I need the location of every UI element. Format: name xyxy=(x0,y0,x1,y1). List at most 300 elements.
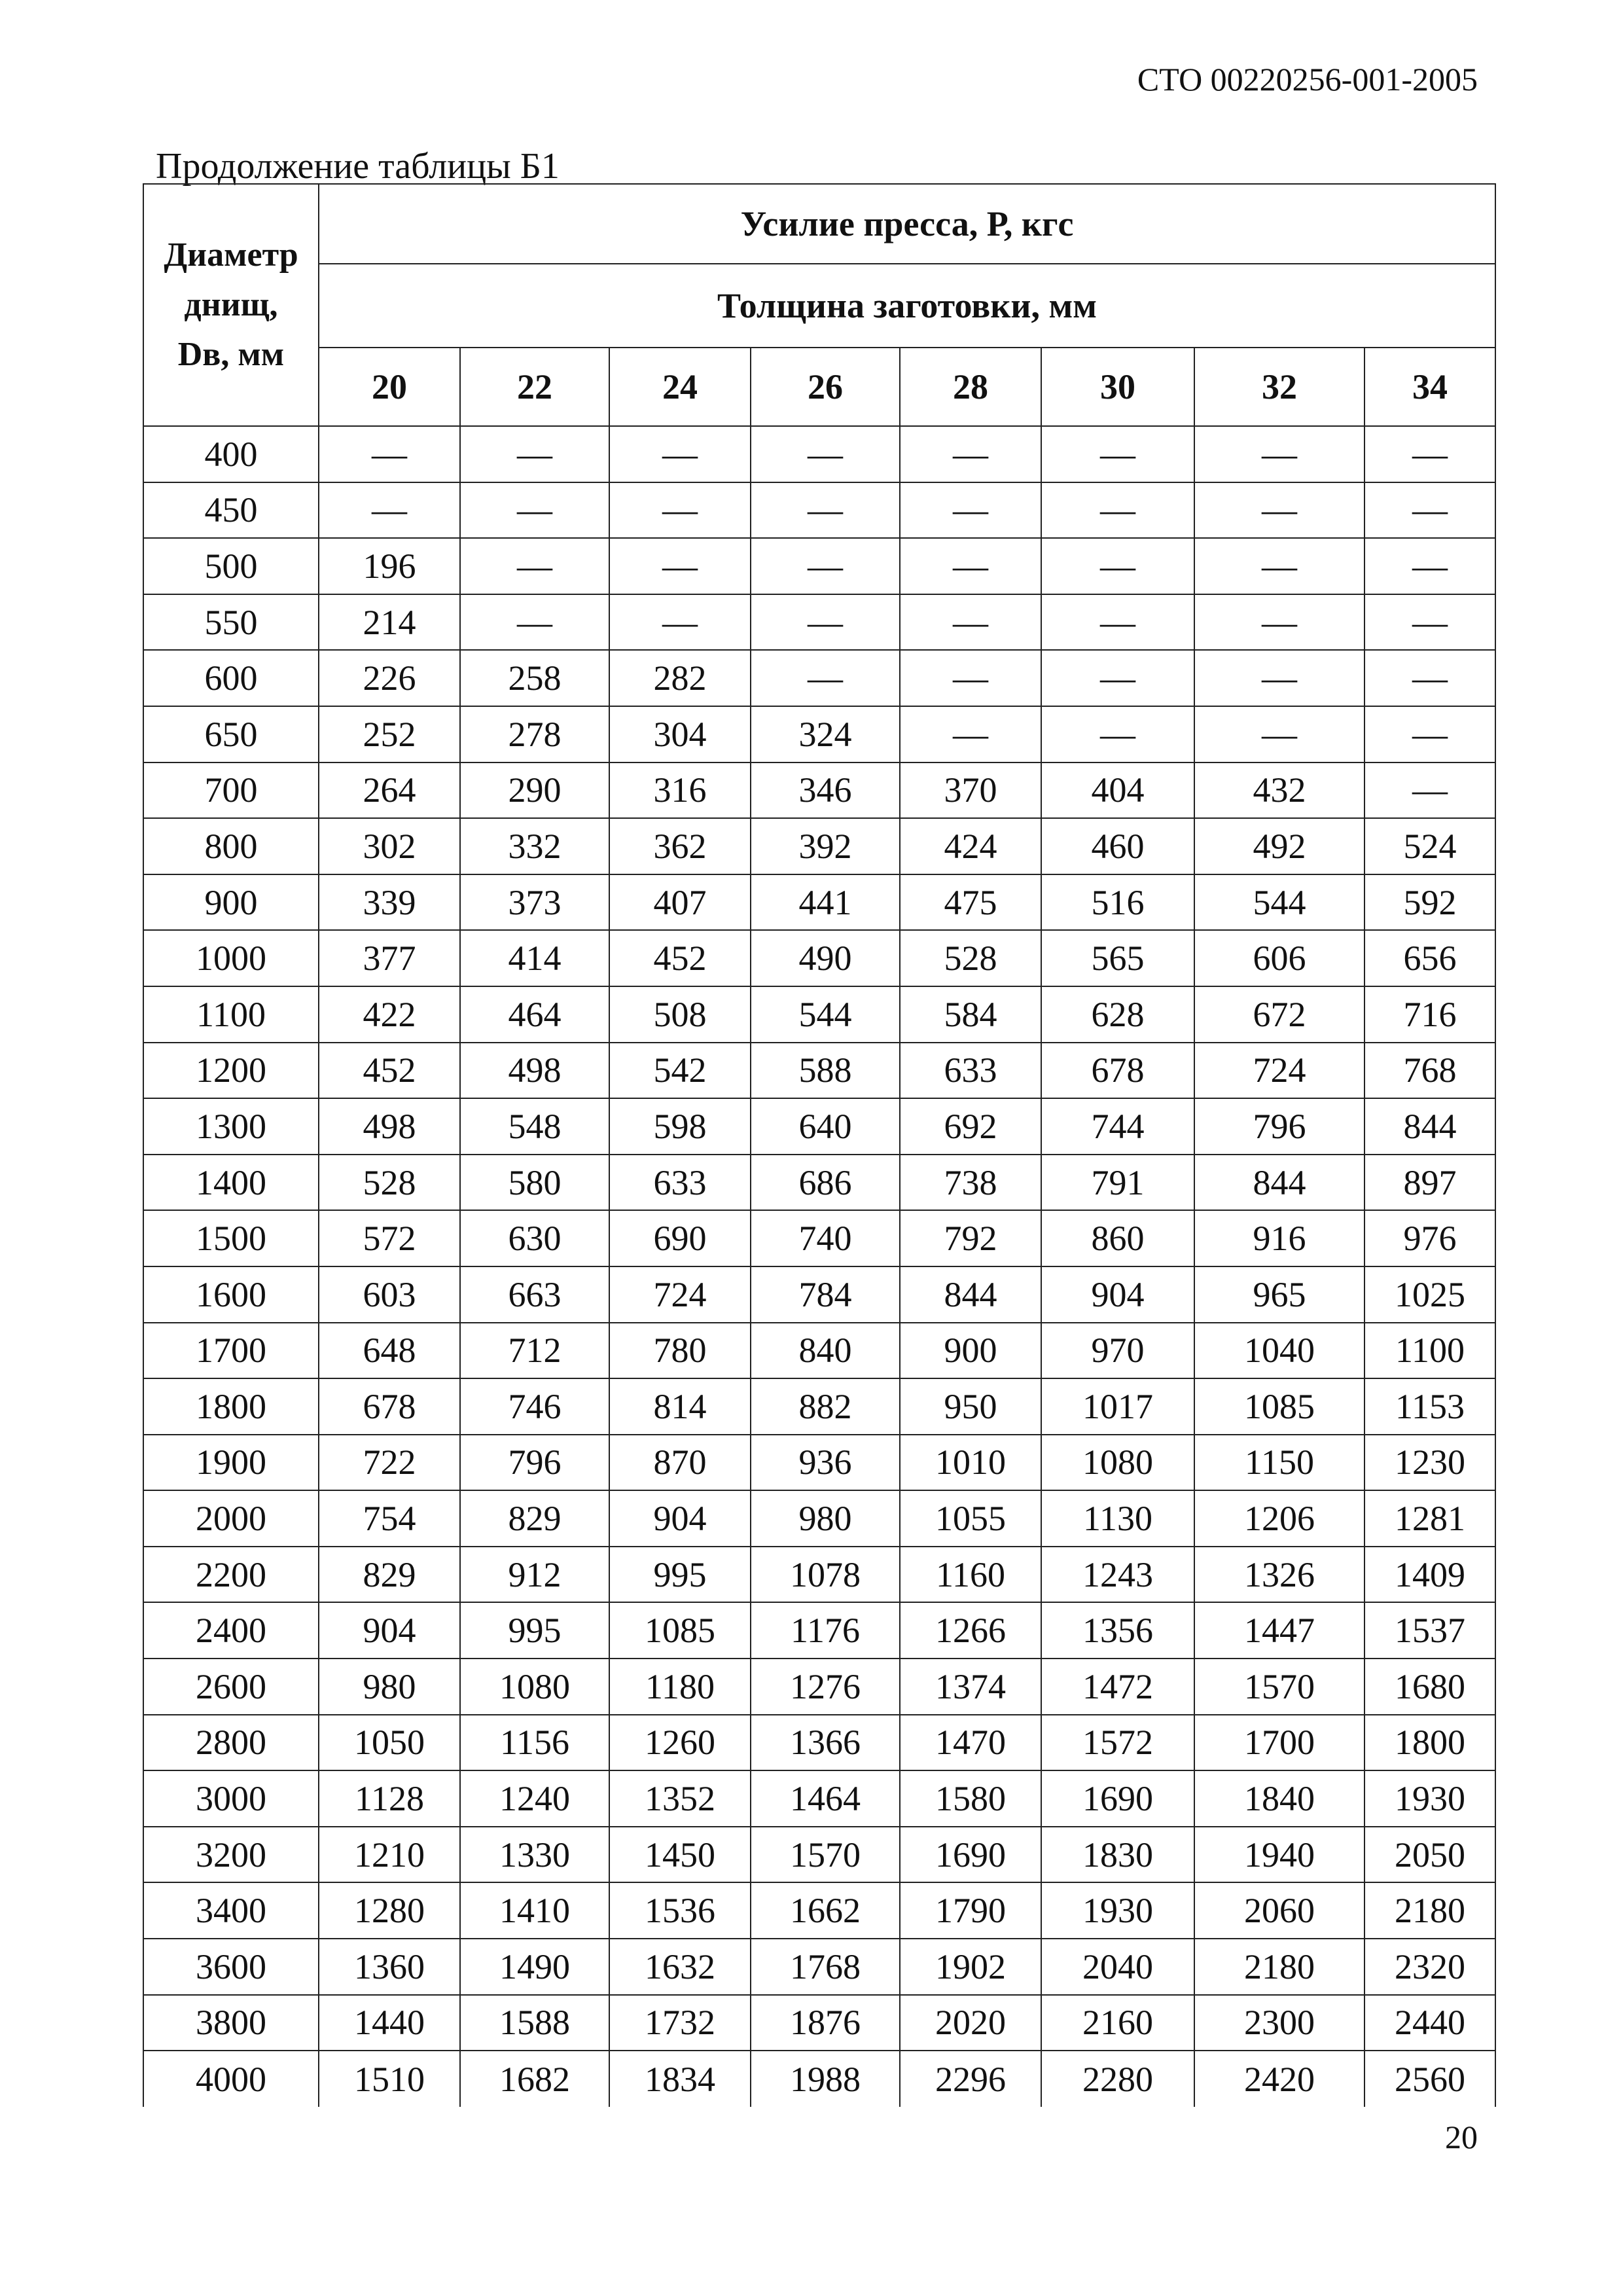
thickness-col-header: 28 xyxy=(900,348,1041,426)
force-value-cell: 2180 xyxy=(1364,1882,1495,1939)
force-value-cell: 392 xyxy=(751,818,900,874)
force-value-cell: 1450 xyxy=(609,1827,751,1883)
force-value-cell: 1040 xyxy=(1194,1323,1364,1379)
force-value-cell: 738 xyxy=(900,1155,1041,1211)
force-value-cell: 252 xyxy=(319,706,460,762)
force-value-cell: 860 xyxy=(1041,1210,1194,1266)
force-value-cell: 2420 xyxy=(1194,2051,1364,2107)
diameter-header xyxy=(143,184,319,426)
force-value-cell: 264 xyxy=(319,762,460,819)
force-value-cell: 900 xyxy=(900,1323,1041,1379)
table-row xyxy=(143,1939,1495,1995)
force-value-cell: 1366 xyxy=(751,1715,900,1771)
force-value-cell: 724 xyxy=(1194,1043,1364,1099)
table-row xyxy=(143,1210,1495,1266)
diameter-cell: 1600 xyxy=(143,1266,319,1323)
force-value-cell: — xyxy=(751,594,900,651)
force-value-cell: 1662 xyxy=(751,1882,900,1939)
force-value-cell: 648 xyxy=(319,1323,460,1379)
force-value-cell: 716 xyxy=(1364,986,1495,1043)
force-value-cell: 780 xyxy=(609,1323,751,1379)
force-value-cell: — xyxy=(751,426,900,482)
force-value-cell: 1206 xyxy=(1194,1490,1364,1547)
force-value-cell: 1537 xyxy=(1364,1602,1495,1659)
diameter-cell: 650 xyxy=(143,706,319,762)
force-value-cell: 524 xyxy=(1364,818,1495,874)
force-value-cell: — xyxy=(751,482,900,539)
diameter-cell: 1300 xyxy=(143,1098,319,1155)
force-value-cell: 2050 xyxy=(1364,1827,1495,1883)
force-value-cell: 980 xyxy=(319,1659,460,1715)
force-value-cell: 656 xyxy=(1364,930,1495,986)
force-value-cell: 640 xyxy=(751,1098,900,1155)
force-value-cell: 2060 xyxy=(1194,1882,1364,1939)
force-value-cell: 548 xyxy=(460,1098,609,1155)
diameter-cell: 3400 xyxy=(143,1882,319,1939)
thickness-col-header: 22 xyxy=(460,348,609,426)
force-value-cell: 1176 xyxy=(751,1602,900,1659)
force-value-cell: — xyxy=(1364,482,1495,539)
force-value-cell: 1210 xyxy=(319,1827,460,1883)
force-value-cell: 1100 xyxy=(1364,1323,1495,1379)
force-value-cell: 1080 xyxy=(460,1659,609,1715)
force-value-cell: 1632 xyxy=(609,1939,751,1995)
thickness-col-header: 26 xyxy=(751,348,900,426)
force-value-cell: 744 xyxy=(1041,1098,1194,1155)
force-value-cell: 1680 xyxy=(1364,1659,1495,1715)
diameter-cell: 2000 xyxy=(143,1490,319,1547)
force-value-cell: — xyxy=(1041,482,1194,539)
diameter-header-line1: Диаметр xyxy=(164,236,298,274)
force-value-cell: 1374 xyxy=(900,1659,1041,1715)
force-value-cell: 226 xyxy=(319,650,460,706)
force-value-cell: 1055 xyxy=(900,1490,1041,1547)
force-value-cell: 1326 xyxy=(1194,1547,1364,1603)
force-value-cell: 339 xyxy=(319,874,460,931)
force-value-cell: 1510 xyxy=(319,2051,460,2107)
force-value-cell: 498 xyxy=(460,1043,609,1099)
force-value-cell: 544 xyxy=(751,986,900,1043)
force-value-cell: — xyxy=(900,706,1041,762)
force-value-cell: 460 xyxy=(1041,818,1194,874)
force-value-cell: 508 xyxy=(609,986,751,1043)
force-value-cell: — xyxy=(751,538,900,594)
diameter-cell: 1800 xyxy=(143,1378,319,1435)
table-row xyxy=(143,1435,1495,1491)
force-value-cell: 1153 xyxy=(1364,1378,1495,1435)
force-value-cell: 1360 xyxy=(319,1939,460,1995)
force-value-cell: — xyxy=(1194,706,1364,762)
force-value-cell: 1572 xyxy=(1041,1715,1194,1771)
force-value-cell: 377 xyxy=(319,930,460,986)
force-value-cell: 814 xyxy=(609,1378,751,1435)
force-value-cell: 1281 xyxy=(1364,1490,1495,1547)
table-row xyxy=(143,1043,1495,1099)
force-value-cell: 475 xyxy=(900,874,1041,931)
page-number: 20 xyxy=(1445,2119,1478,2155)
diameter-cell: 1900 xyxy=(143,1435,319,1491)
force-value-cell: 1536 xyxy=(609,1882,751,1939)
force-value-cell: 580 xyxy=(460,1155,609,1211)
force-value-cell: 1440 xyxy=(319,1995,460,2051)
force-value-cell: 904 xyxy=(319,1602,460,1659)
force-value-cell: 1790 xyxy=(900,1882,1041,1939)
force-value-cell: 1490 xyxy=(460,1939,609,1995)
force-value-cell: — xyxy=(460,594,609,651)
force-value-cell: 633 xyxy=(609,1155,751,1211)
force-value-cell: — xyxy=(1364,706,1495,762)
force-value-cell: 2296 xyxy=(900,2051,1041,2107)
force-value-cell: 1085 xyxy=(609,1602,751,1659)
header-row-thickness-values xyxy=(143,348,1495,426)
force-value-cell: 1080 xyxy=(1041,1435,1194,1491)
diameter-cell: 3800 xyxy=(143,1995,319,2051)
force-value-cell: 1266 xyxy=(900,1602,1041,1659)
force-value-cell: 995 xyxy=(460,1602,609,1659)
force-value-cell: — xyxy=(1194,594,1364,651)
diameter-cell: 2200 xyxy=(143,1547,319,1603)
force-value-cell: 1902 xyxy=(900,1939,1041,1995)
diameter-cell: 2600 xyxy=(143,1659,319,1715)
force-value-cell: 882 xyxy=(751,1378,900,1435)
force-value-cell: 598 xyxy=(609,1098,751,1155)
diameter-cell: 1100 xyxy=(143,986,319,1043)
diameter-cell: 550 xyxy=(143,594,319,651)
force-value-cell: 1588 xyxy=(460,1995,609,2051)
force-value-cell: 565 xyxy=(1041,930,1194,986)
force-value-cell: 2180 xyxy=(1194,1939,1364,1995)
force-value-cell: 528 xyxy=(900,930,1041,986)
table-row xyxy=(143,426,1495,482)
force-value-cell: 592 xyxy=(1364,874,1495,931)
force-value-cell: 1330 xyxy=(460,1827,609,1883)
force-value-cell: 1690 xyxy=(1041,1770,1194,1827)
diameter-cell: 4000 xyxy=(143,2051,319,2107)
force-value-cell: 214 xyxy=(319,594,460,651)
force-value-cell: — xyxy=(1364,594,1495,651)
force-value-cell: 407 xyxy=(609,874,751,931)
force-value-cell: 740 xyxy=(751,1210,900,1266)
force-value-cell: 791 xyxy=(1041,1155,1194,1211)
force-value-cell: 1988 xyxy=(751,2051,900,2107)
force-value-cell: 404 xyxy=(1041,762,1194,819)
table-row xyxy=(143,1602,1495,1659)
force-value-cell: 588 xyxy=(751,1043,900,1099)
table-row xyxy=(143,1490,1495,1547)
force-value-cell: — xyxy=(1041,706,1194,762)
force-value-cell: — xyxy=(1041,538,1194,594)
force-value-cell: — xyxy=(460,482,609,539)
force-value-cell: 324 xyxy=(751,706,900,762)
force-value-cell: — xyxy=(1041,594,1194,651)
force-value-cell: 678 xyxy=(1041,1043,1194,1099)
diameter-cell: 1000 xyxy=(143,930,319,986)
force-value-cell: 672 xyxy=(1194,986,1364,1043)
force-value-cell: — xyxy=(460,426,609,482)
force-value-cell: — xyxy=(319,482,460,539)
force-value-cell: 1876 xyxy=(751,1995,900,2051)
force-value-cell: 784 xyxy=(751,1266,900,1323)
force-value-cell: 870 xyxy=(609,1435,751,1491)
force-value-cell: 1690 xyxy=(900,1827,1041,1883)
force-value-cell: 970 xyxy=(1041,1323,1194,1379)
table-row xyxy=(143,1882,1495,1939)
force-value-cell: 424 xyxy=(900,818,1041,874)
diameter-cell: 900 xyxy=(143,874,319,931)
diameter-cell: 1700 xyxy=(143,1323,319,1379)
force-value-cell: 1180 xyxy=(609,1659,751,1715)
force-value-cell: 542 xyxy=(609,1043,751,1099)
force-value-cell: 976 xyxy=(1364,1210,1495,1266)
force-value-cell: 2320 xyxy=(1364,1939,1495,1995)
table-row xyxy=(143,1098,1495,1155)
table-row xyxy=(143,594,1495,651)
force-value-cell: 916 xyxy=(1194,1210,1364,1266)
table-row xyxy=(143,930,1495,986)
force-value-cell: 792 xyxy=(900,1210,1041,1266)
force-value-cell: 829 xyxy=(460,1490,609,1547)
force-value-cell: 1230 xyxy=(1364,1435,1495,1491)
diameter-cell: 1200 xyxy=(143,1043,319,1099)
diameter-cell: 450 xyxy=(143,482,319,539)
force-value-cell: 1050 xyxy=(319,1715,460,1771)
force-value-cell: — xyxy=(609,482,751,539)
force-value-cell: 606 xyxy=(1194,930,1364,986)
force-value-cell: — xyxy=(460,538,609,594)
diameter-cell: 2400 xyxy=(143,1602,319,1659)
table-row xyxy=(143,1266,1495,1323)
table-row xyxy=(143,762,1495,819)
diameter-cell: 400 xyxy=(143,426,319,482)
force-value-cell: — xyxy=(319,426,460,482)
force-value-cell: 302 xyxy=(319,818,460,874)
force-value-cell: 1356 xyxy=(1041,1602,1194,1659)
diameter-cell: 1500 xyxy=(143,1210,319,1266)
force-value-cell: 1150 xyxy=(1194,1435,1364,1491)
force-value-cell: 1156 xyxy=(460,1715,609,1771)
diameter-cell: 2800 xyxy=(143,1715,319,1771)
force-value-cell: 686 xyxy=(751,1155,900,1211)
force-value-cell: — xyxy=(1194,482,1364,539)
header-row-force xyxy=(143,184,1495,264)
thickness-col-header: 24 xyxy=(609,348,751,426)
force-value-cell: 633 xyxy=(900,1043,1041,1099)
table-row xyxy=(143,1378,1495,1435)
force-value-cell: 422 xyxy=(319,986,460,1043)
force-value-cell: 316 xyxy=(609,762,751,819)
table-row xyxy=(143,874,1495,931)
force-value-cell: 912 xyxy=(460,1547,609,1603)
force-value-cell: 754 xyxy=(319,1490,460,1547)
table-row xyxy=(143,1323,1495,1379)
force-value-cell: 844 xyxy=(900,1266,1041,1323)
force-value-cell: 950 xyxy=(900,1378,1041,1435)
force-value-cell: 1840 xyxy=(1194,1770,1364,1827)
force-value-cell: 1768 xyxy=(751,1939,900,1995)
force-value-cell: 1352 xyxy=(609,1770,751,1827)
force-value-cell: 1682 xyxy=(460,2051,609,2107)
force-value-cell: 1260 xyxy=(609,1715,751,1771)
force-value-cell: 1240 xyxy=(460,1770,609,1827)
table-row xyxy=(143,2051,1495,2107)
force-value-cell: 544 xyxy=(1194,874,1364,931)
diameter-cell: 700 xyxy=(143,762,319,819)
force-header: Усилие пресса, Р, кгс xyxy=(319,184,1495,264)
force-value-cell: 980 xyxy=(751,1490,900,1547)
force-value-cell: 1276 xyxy=(751,1659,900,1715)
force-value-cell: 603 xyxy=(319,1266,460,1323)
force-value-cell: 1017 xyxy=(1041,1378,1194,1435)
force-value-cell: — xyxy=(1041,650,1194,706)
document-code: СТО 00220256-001-2005 xyxy=(1137,61,1478,98)
force-value-cell: 844 xyxy=(1194,1155,1364,1211)
diameter-cell: 3600 xyxy=(143,1939,319,1995)
force-value-cell: 346 xyxy=(751,762,900,819)
force-value-cell: 904 xyxy=(609,1490,751,1547)
force-value-cell: — xyxy=(1364,650,1495,706)
table-row xyxy=(143,1547,1495,1603)
force-value-cell: 414 xyxy=(460,930,609,986)
force-value-cell: 768 xyxy=(1364,1043,1495,1099)
force-value-cell: 1409 xyxy=(1364,1547,1495,1603)
header-row-thickness xyxy=(143,264,1495,348)
force-value-cell: — xyxy=(609,594,751,651)
table-row xyxy=(143,538,1495,594)
force-value-cell: 712 xyxy=(460,1323,609,1379)
force-value-cell: 1800 xyxy=(1364,1715,1495,1771)
force-value-cell: 628 xyxy=(1041,986,1194,1043)
force-value-cell: 897 xyxy=(1364,1155,1495,1211)
force-value-cell: 2300 xyxy=(1194,1995,1364,2051)
diameter-header-line2: днищ, xyxy=(184,286,278,323)
force-value-cell: 1130 xyxy=(1041,1490,1194,1547)
force-value-cell: 690 xyxy=(609,1210,751,1266)
table-row xyxy=(143,1827,1495,1883)
table-row xyxy=(143,1659,1495,1715)
thickness-header: Толщина заготовки, мм xyxy=(319,264,1495,348)
force-value-cell: 1570 xyxy=(751,1827,900,1883)
force-value-cell: 432 xyxy=(1194,762,1364,819)
thickness-col-header: 30 xyxy=(1041,348,1194,426)
force-value-cell: 995 xyxy=(609,1547,751,1603)
force-value-cell: 1732 xyxy=(609,1995,751,2051)
force-value-cell: 1834 xyxy=(609,2051,751,2107)
force-value-cell: — xyxy=(1364,426,1495,482)
force-value-cell: 796 xyxy=(460,1435,609,1491)
table-row xyxy=(143,1995,1495,2051)
force-value-cell: — xyxy=(900,538,1041,594)
force-value-cell: 1580 xyxy=(900,1770,1041,1827)
force-value-cell: 362 xyxy=(609,818,751,874)
force-value-cell: 464 xyxy=(460,986,609,1043)
force-value-cell: 1025 xyxy=(1364,1266,1495,1323)
force-value-cell: — xyxy=(900,594,1041,651)
table-row xyxy=(143,986,1495,1043)
force-value-cell: — xyxy=(900,482,1041,539)
diameter-cell: 3200 xyxy=(143,1827,319,1883)
force-value-cell: 936 xyxy=(751,1435,900,1491)
force-value-cell: — xyxy=(1041,426,1194,482)
diameter-cell: 3000 xyxy=(143,1770,319,1827)
table-body xyxy=(143,426,1495,2107)
diameter-cell: 500 xyxy=(143,538,319,594)
press-force-table xyxy=(143,183,1496,2107)
table-row xyxy=(143,1155,1495,1211)
force-value-cell: — xyxy=(1194,426,1364,482)
table-row xyxy=(143,650,1495,706)
force-value-cell: 2160 xyxy=(1041,1995,1194,2051)
force-value-cell: 663 xyxy=(460,1266,609,1323)
force-value-cell: 258 xyxy=(460,650,609,706)
force-value-cell: 965 xyxy=(1194,1266,1364,1323)
force-value-cell: 2280 xyxy=(1041,2051,1194,2107)
force-value-cell: — xyxy=(609,538,751,594)
force-value-cell: 1243 xyxy=(1041,1547,1194,1603)
force-value-cell: 1940 xyxy=(1194,1827,1364,1883)
force-value-cell: — xyxy=(751,650,900,706)
force-value-cell: — xyxy=(1364,538,1495,594)
force-value-cell: 678 xyxy=(319,1378,460,1435)
force-value-cell: 796 xyxy=(1194,1098,1364,1155)
force-value-cell: 1078 xyxy=(751,1547,900,1603)
force-value-cell: 1930 xyxy=(1364,1770,1495,1827)
diameter-header-line3: Dв, мм xyxy=(177,336,285,373)
force-value-cell: 2440 xyxy=(1364,1995,1495,2051)
force-value-cell: 452 xyxy=(319,1043,460,1099)
force-value-cell: 2020 xyxy=(900,1995,1041,2051)
thickness-col-header: 20 xyxy=(319,348,460,426)
force-value-cell: 492 xyxy=(1194,818,1364,874)
force-value-cell: — xyxy=(609,426,751,482)
force-value-cell: 1085 xyxy=(1194,1378,1364,1435)
force-value-cell: 441 xyxy=(751,874,900,931)
force-value-cell: 370 xyxy=(900,762,1041,819)
force-value-cell: — xyxy=(900,426,1041,482)
force-value-cell: 2560 xyxy=(1364,2051,1495,2107)
force-value-cell: 1010 xyxy=(900,1435,1041,1491)
table-row xyxy=(143,1715,1495,1771)
diameter-cell: 1400 xyxy=(143,1155,319,1211)
force-value-cell: 1464 xyxy=(751,1770,900,1827)
force-value-cell: — xyxy=(1194,538,1364,594)
force-value-cell: 829 xyxy=(319,1547,460,1603)
force-value-cell: 1470 xyxy=(900,1715,1041,1771)
force-value-cell: 498 xyxy=(319,1098,460,1155)
force-value-cell: 290 xyxy=(460,762,609,819)
force-value-cell: 692 xyxy=(900,1098,1041,1155)
force-value-cell: 452 xyxy=(609,930,751,986)
force-value-cell: 278 xyxy=(460,706,609,762)
diameter-cell: 800 xyxy=(143,818,319,874)
force-value-cell: — xyxy=(1194,650,1364,706)
force-value-cell: 516 xyxy=(1041,874,1194,931)
force-value-cell: 722 xyxy=(319,1435,460,1491)
diameter-cell: 600 xyxy=(143,650,319,706)
force-value-cell: 490 xyxy=(751,930,900,986)
force-value-cell: 1128 xyxy=(319,1770,460,1827)
thickness-col-header: 32 xyxy=(1194,348,1364,426)
force-value-cell: 1830 xyxy=(1041,1827,1194,1883)
force-value-cell: 746 xyxy=(460,1378,609,1435)
table-row xyxy=(143,818,1495,874)
force-value-cell: 282 xyxy=(609,650,751,706)
force-value-cell: 1160 xyxy=(900,1547,1041,1603)
force-value-cell: 1472 xyxy=(1041,1659,1194,1715)
table-row xyxy=(143,1770,1495,1827)
table-row xyxy=(143,706,1495,762)
force-value-cell: 1447 xyxy=(1194,1602,1364,1659)
table-row xyxy=(143,482,1495,539)
